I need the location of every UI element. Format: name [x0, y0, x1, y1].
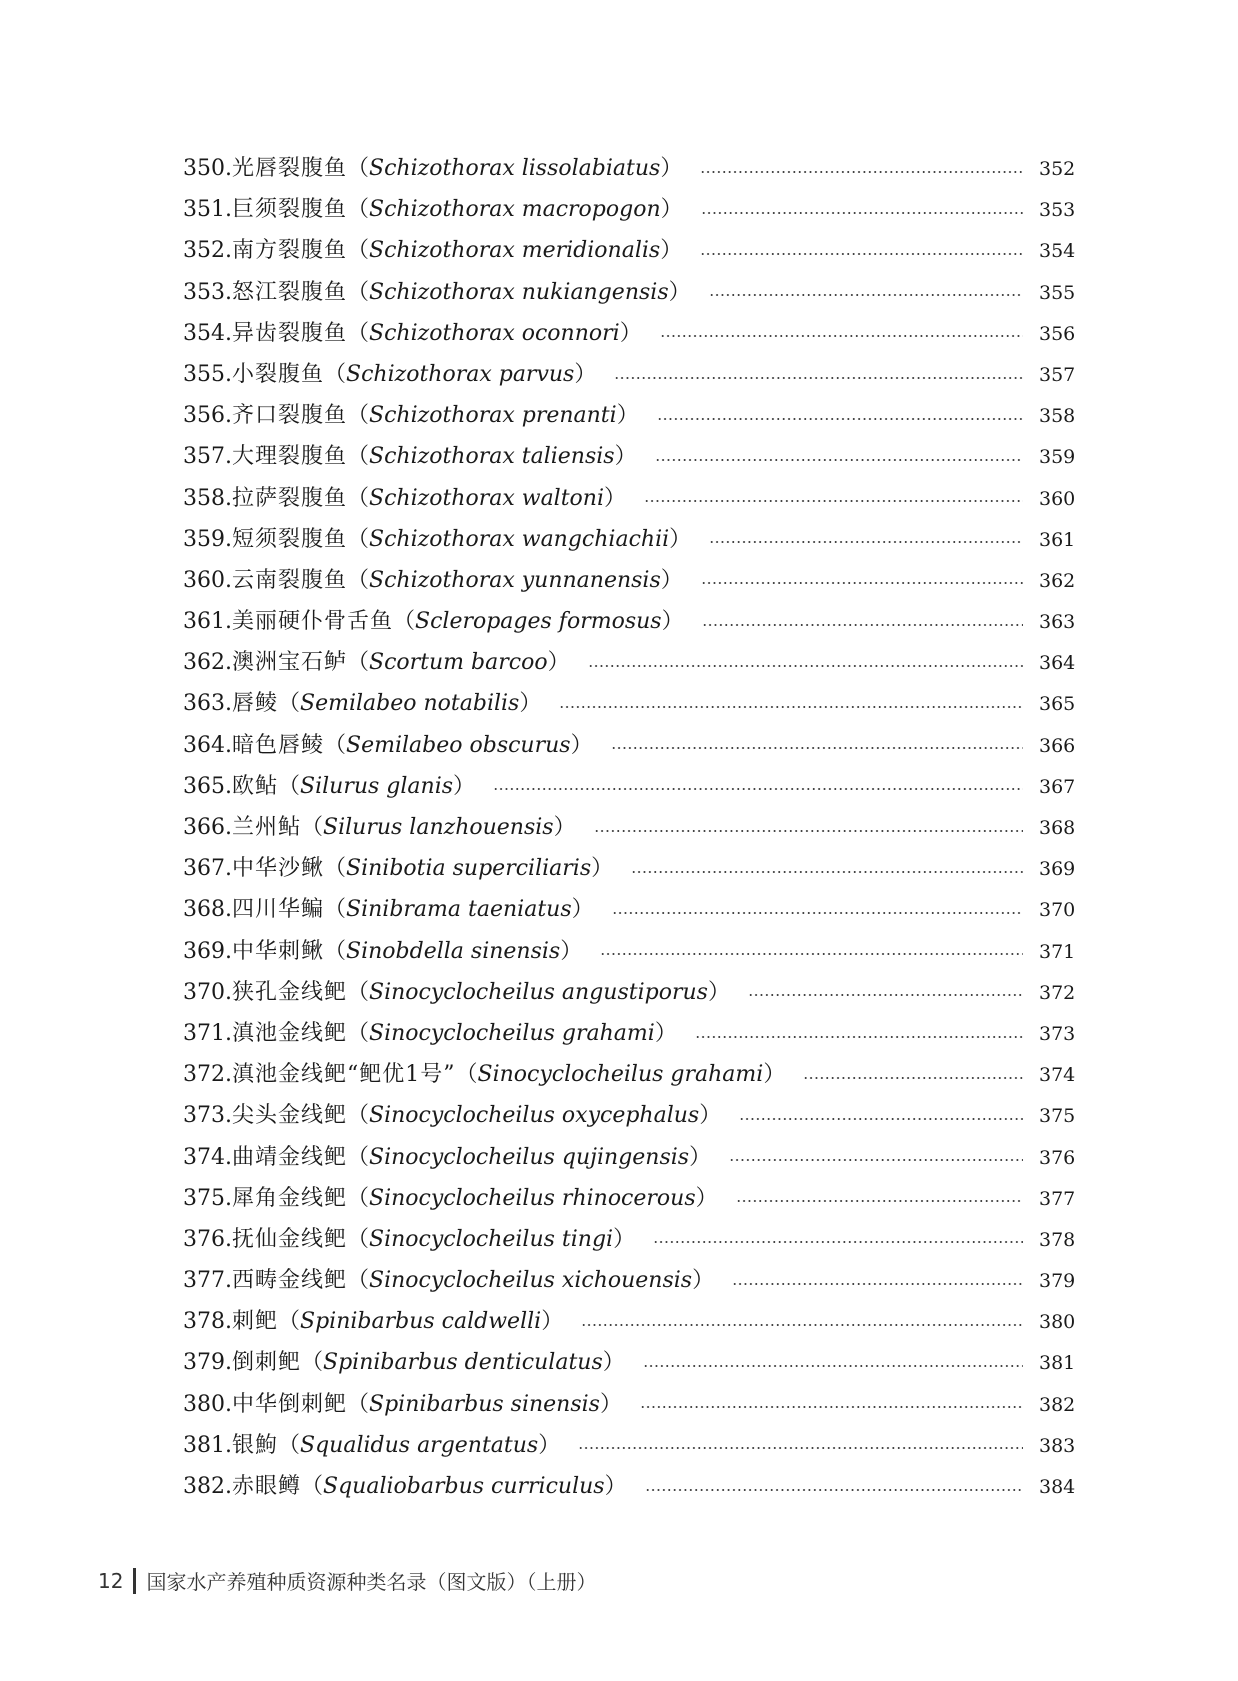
entry-chinese-name: 犀角金线鲃	[231, 1185, 347, 1211]
entry-latin-name: Schizothorax lissolabiatus	[369, 156, 661, 181]
entry-open-paren: （	[347, 403, 370, 429]
entry-latin-name: Schizothorax oconnori	[369, 320, 620, 346]
entry-number: 371.	[183, 1020, 232, 1046]
entry-chinese-name: 滇池金线鲃	[231, 1020, 347, 1046]
entry-latin-name: Silurus lanzhouensis	[323, 815, 554, 840]
dot-leader	[559, 706, 1023, 708]
toc-entry	[183, 230, 1076, 271]
entry-close-paren: ）	[453, 773, 476, 799]
entry-latin-name: Schizothorax parvus	[346, 361, 575, 387]
entry-open-paren: （	[347, 1391, 370, 1417]
entry-page-number: 369	[1039, 858, 1076, 881]
entry-open-paren: （	[324, 361, 347, 387]
entry-chinese-name: 澳洲宝石鲈	[231, 650, 347, 676]
entry-latin-name: Sinocyclocheilus angustiporus	[369, 979, 708, 1005]
entry-latin-name: Schizothorax nukiangensis	[369, 279, 669, 305]
entry-close-paren: ）	[547, 650, 570, 676]
toc-entry	[183, 1342, 1076, 1383]
entry-chinese-name: 刺鲃	[231, 1309, 278, 1335]
entry-close-paren: ）	[654, 1020, 677, 1046]
toc-entry	[183, 148, 1076, 189]
entry-number: 361.	[183, 609, 232, 635]
dot-leader	[803, 1077, 1023, 1079]
entry-chinese-name: 狭孔金线鲃	[231, 979, 347, 1005]
entry-chinese-name: 曲靖金线鲃	[231, 1144, 347, 1170]
entry-close-paren: ）	[763, 1062, 786, 1088]
entry-open-paren: （	[347, 238, 370, 264]
entry-latin-name: Scleropages formosus	[415, 609, 662, 635]
entry-chinese-name: 中华倒刺鲃	[231, 1391, 347, 1417]
entry-page-number: 382	[1039, 1393, 1076, 1416]
dot-leader	[581, 1324, 1023, 1326]
entry-page-number: 381	[1039, 1352, 1076, 1375]
entry-latin-name: Schizothorax wangchiachii	[369, 526, 670, 552]
dot-leader	[588, 665, 1023, 667]
entry-latin-name: Semilabeo notabilis	[300, 691, 520, 717]
toc-entry	[183, 395, 1076, 436]
entry-number: 368.	[183, 897, 232, 923]
footer-page-number: 12	[98, 1568, 124, 1593]
toc-entry	[183, 354, 1076, 395]
entry-open-paren: （	[347, 485, 370, 511]
entry-page-number: 384	[1039, 1476, 1076, 1498]
entry-chinese-name: 美丽硬仆骨舌鱼	[231, 609, 393, 635]
entry-open-paren: （	[301, 1474, 324, 1499]
entry-number: 359.	[183, 526, 232, 552]
entry-page-number: 374	[1039, 1064, 1076, 1087]
entry-open-paren: （	[347, 1268, 370, 1294]
entry-latin-name: Sinocyclocheilus xichouensis	[369, 1268, 693, 1294]
entry-number: 366.	[183, 815, 232, 840]
dot-leader	[736, 1200, 1023, 1202]
entry-latin-name: Schizothorax macropogon	[369, 197, 661, 223]
entry-latin-name: Scortum barcoo	[369, 650, 548, 676]
entry-close-paren: ）	[519, 691, 542, 717]
toc-entry	[183, 601, 1076, 642]
entry-open-paren: （	[347, 320, 370, 346]
entry-page-number: 371	[1039, 940, 1076, 963]
entry-page-number: 360	[1039, 487, 1076, 510]
entry-close-paren: ）	[599, 1391, 622, 1417]
toc-entry	[183, 519, 1076, 560]
entry-page-number: 383	[1039, 1434, 1076, 1457]
entry-latin-name: Schizothorax yunnanensis	[369, 567, 661, 593]
entry-latin-name: Sinocyclocheilus rhinocerous	[369, 1185, 696, 1211]
entry-close-paren: ）	[541, 1309, 564, 1335]
entry-chinese-name: 异齿裂腹鱼	[231, 320, 347, 346]
entry-chinese-name: 齐口裂腹鱼	[231, 403, 347, 429]
entry-open-paren: （	[347, 444, 370, 470]
entry-number: 350.	[183, 156, 232, 181]
toc-entry	[183, 931, 1076, 972]
entry-close-paren: ）	[707, 979, 730, 1005]
entry-page-number: 375	[1039, 1105, 1076, 1128]
entry-latin-name: Squaliobarbus curriculus	[323, 1474, 605, 1499]
entry-page-number: 354	[1039, 240, 1076, 263]
entry-page-number: 373	[1039, 1022, 1076, 1045]
entry-number: 357.	[183, 444, 232, 470]
toc-entry	[183, 189, 1076, 230]
dot-leader	[709, 541, 1023, 543]
dot-leader	[729, 1159, 1023, 1161]
entry-latin-name: Sinibrama taeniatus	[346, 897, 572, 923]
entry-open-paren: （	[324, 732, 347, 758]
dot-leader	[702, 624, 1023, 626]
entry-chinese-name: 抚仙金线鲃	[231, 1226, 347, 1252]
toc-entry	[183, 642, 1076, 683]
page-footer	[98, 1566, 596, 1595]
entry-latin-name: Sinocyclocheilus grahami	[369, 1020, 655, 1046]
entry-close-paren: ）	[538, 1432, 561, 1458]
dot-leader	[640, 1406, 1023, 1408]
entry-close-paren: ）	[570, 732, 593, 758]
entry-number: 375.	[183, 1185, 232, 1211]
entry-close-paren: ）	[591, 856, 614, 882]
entry-page-number: 364	[1039, 652, 1076, 675]
entry-chinese-name: 光唇裂腹鱼	[231, 156, 347, 181]
entry-close-paren: ）	[571, 897, 594, 923]
entry-latin-name: Silurus glanis	[300, 773, 454, 799]
dot-leader	[739, 1118, 1023, 1120]
entry-chinese-name: 滇池金线鲃“鲃优1号”	[231, 1062, 456, 1088]
toc-entry	[183, 1178, 1076, 1219]
toc-entry	[183, 1095, 1076, 1136]
entry-chinese-name: 大理裂腹鱼	[231, 444, 347, 470]
entry-page-number: 358	[1039, 405, 1076, 428]
toc-entry	[183, 1301, 1076, 1342]
entry-page-number: 372	[1039, 981, 1076, 1004]
entry-close-paren: ）	[660, 567, 683, 593]
entry-latin-name: Spinibarbus caldwelli	[300, 1309, 542, 1335]
entry-close-paren: ）	[695, 1185, 718, 1211]
entry-number: 373.	[183, 1103, 232, 1129]
toc-entry	[183, 478, 1076, 519]
entry-chinese-name: 云南裂腹鱼	[231, 567, 347, 593]
dot-leader	[611, 747, 1023, 749]
entry-close-paren: ）	[699, 1103, 722, 1129]
entry-page-number: 355	[1039, 281, 1076, 304]
dot-leader	[594, 830, 1023, 832]
entry-open-paren: （	[347, 979, 370, 1005]
entry-close-paren: ）	[669, 526, 692, 552]
entry-number: 364.	[183, 732, 232, 758]
dot-leader	[600, 953, 1023, 955]
entry-page-number: 365	[1039, 693, 1076, 716]
entry-close-paren: ）	[604, 485, 627, 511]
toc-entry	[183, 436, 1076, 477]
entry-page-number: 361	[1039, 528, 1076, 551]
toc-entry	[183, 972, 1076, 1013]
toc-entry	[183, 1054, 1076, 1095]
toc-entry	[183, 807, 1076, 848]
entry-page-number: 379	[1039, 1270, 1076, 1293]
entry-open-paren: （	[324, 897, 347, 923]
dot-leader	[578, 1447, 1023, 1449]
toc-entry	[183, 766, 1076, 807]
entry-latin-name: Spinibarbus sinensis	[369, 1391, 600, 1417]
entry-chinese-name: 中华沙鳅	[231, 856, 324, 882]
entry-close-paren: ）	[660, 156, 683, 181]
entry-close-paren: ）	[602, 1350, 625, 1376]
entry-number: 367.	[183, 856, 232, 882]
entry-latin-name: Schizothorax waltoni	[369, 485, 605, 511]
entry-number: 355.	[183, 361, 232, 387]
entry-latin-name: Squalidus argentatus	[300, 1432, 539, 1458]
entry-close-paren: ）	[613, 1226, 636, 1252]
entry-close-paren: ）	[660, 197, 683, 223]
entry-page-number: 357	[1039, 363, 1076, 386]
entry-page-number: 359	[1039, 446, 1076, 469]
entry-open-paren: （	[278, 691, 301, 717]
entry-number: 365.	[183, 773, 232, 799]
entry-open-paren: （	[301, 1350, 324, 1376]
entry-open-paren: （	[278, 1432, 301, 1458]
entry-chinese-name: 赤眼鳟	[231, 1474, 301, 1499]
toc-entry	[183, 889, 1076, 930]
entry-latin-name: Schizothorax taliensis	[369, 444, 615, 470]
entry-number: 370.	[183, 979, 232, 1005]
entry-latin-name: Semilabeo obscurus	[346, 732, 571, 758]
entry-open-paren: （	[347, 1103, 370, 1129]
entry-chinese-name: 唇鲮	[231, 691, 278, 717]
entry-chinese-name: 倒刺鲃	[231, 1350, 301, 1376]
entry-open-paren: （	[347, 1020, 370, 1046]
table-of-contents	[183, 148, 1076, 1507]
toc-entry	[183, 1219, 1076, 1260]
dot-leader	[631, 871, 1023, 873]
dot-leader	[655, 459, 1023, 461]
dot-leader	[653, 1241, 1023, 1243]
entry-chinese-name: 拉萨裂腹鱼	[231, 485, 347, 511]
entry-close-paren: ）	[668, 279, 691, 305]
entry-page-number: 367	[1039, 775, 1076, 798]
dot-leader	[701, 582, 1023, 584]
entry-page-number: 368	[1039, 817, 1076, 839]
entry-number: 360.	[183, 567, 232, 593]
entry-open-paren: （	[347, 279, 370, 305]
dot-leader	[700, 253, 1023, 255]
entry-open-paren: （	[347, 197, 370, 223]
entry-open-paren: （	[347, 156, 370, 181]
entry-close-paren: ）	[692, 1268, 715, 1294]
entry-number: 362.	[183, 650, 232, 676]
entry-latin-name: Sinocyclocheilus grahami	[477, 1062, 764, 1088]
dot-leader	[748, 994, 1023, 996]
entry-page-number: 353	[1039, 199, 1076, 222]
entry-page-number: 352	[1039, 158, 1076, 180]
entry-page-number: 363	[1039, 611, 1076, 634]
entry-close-paren: ）	[553, 815, 576, 840]
entry-open-paren: （	[347, 526, 370, 552]
entry-open-paren: （	[324, 938, 347, 964]
entry-open-paren: （	[301, 815, 324, 840]
entry-open-paren: （	[347, 1226, 370, 1252]
entry-chinese-name: 西畴金线鲃	[231, 1268, 347, 1294]
entry-open-paren: （	[347, 1185, 370, 1211]
entry-open-paren: （	[278, 1309, 301, 1335]
entry-open-paren: （	[455, 1062, 478, 1088]
dot-leader	[732, 1283, 1023, 1285]
dot-leader	[493, 788, 1023, 790]
entry-chinese-name: 怒江裂腹鱼	[231, 279, 347, 305]
toc-entry	[183, 560, 1076, 601]
entry-latin-name: Schizothorax prenanti	[369, 403, 617, 429]
dot-leader	[660, 335, 1023, 337]
toc-entry	[183, 1260, 1076, 1301]
entry-close-paren: ）	[616, 403, 639, 429]
entry-open-paren: （	[347, 650, 370, 676]
entry-open-paren: （	[347, 1144, 370, 1170]
entry-page-number: 362	[1039, 569, 1076, 592]
dot-leader	[657, 418, 1023, 420]
entry-number: 354.	[183, 320, 232, 346]
entry-close-paren: ）	[689, 1144, 712, 1170]
entry-open-paren: （	[347, 567, 370, 593]
entry-open-paren: （	[278, 773, 301, 799]
toc-entry	[183, 1466, 1076, 1507]
entry-close-paren: ）	[574, 361, 597, 387]
entry-chinese-name: 四川华鳊	[231, 897, 324, 923]
entry-chinese-name: 兰州鲇	[231, 815, 301, 840]
entry-number: 381.	[183, 1432, 232, 1458]
dot-leader	[701, 212, 1023, 214]
toc-entry	[183, 1425, 1076, 1466]
entry-latin-name: Spinibarbus denticulatus	[323, 1350, 603, 1376]
entry-chinese-name: 尖头金线鲃	[231, 1103, 347, 1129]
dot-leader	[644, 500, 1023, 502]
toc-entry	[183, 725, 1076, 766]
dot-leader	[695, 1036, 1023, 1038]
entry-close-paren: ）	[661, 609, 684, 635]
entry-number: 351.	[183, 197, 232, 223]
dot-leader	[709, 294, 1023, 296]
entry-page-number: 366	[1039, 734, 1076, 757]
entry-number: 374.	[183, 1144, 232, 1170]
entry-close-paren: ）	[614, 444, 637, 470]
toc-entry	[183, 1013, 1076, 1054]
entry-number: 379.	[183, 1350, 232, 1376]
entry-latin-name: Sinocyclocheilus qujingensis	[369, 1144, 690, 1170]
entry-chinese-name: 银鮈	[231, 1432, 278, 1458]
entry-page-number: 380	[1039, 1311, 1076, 1334]
entry-number: 380.	[183, 1391, 232, 1417]
entry-close-paren: ）	[619, 320, 642, 346]
entry-page-number: 370	[1039, 899, 1076, 922]
toc-entry	[183, 1137, 1076, 1178]
entry-chinese-name: 巨须裂腹鱼	[231, 197, 347, 223]
entry-number: 376.	[183, 1226, 232, 1252]
toc-entry	[183, 683, 1076, 724]
entry-latin-name: Sinocyclocheilus oxycephalus	[369, 1103, 700, 1129]
entry-number: 378.	[183, 1309, 232, 1335]
entry-number: 382.	[183, 1474, 232, 1499]
entry-number: 358.	[183, 485, 232, 511]
toc-entry	[183, 313, 1076, 354]
entry-close-paren: ）	[604, 1474, 627, 1499]
entry-number: 363.	[183, 691, 232, 717]
entry-number: 356.	[183, 403, 232, 429]
entry-open-paren: （	[324, 856, 347, 882]
entry-chinese-name: 中华刺鳅	[231, 938, 324, 964]
entry-page-number: 356	[1039, 322, 1076, 345]
entry-chinese-name: 南方裂腹鱼	[231, 238, 347, 264]
dot-leader	[614, 377, 1023, 379]
entry-page-number: 376	[1039, 1146, 1076, 1169]
entry-chinese-name: 短须裂腹鱼	[231, 526, 347, 552]
entry-latin-name: Sinobdella sinensis	[346, 938, 561, 964]
entry-latin-name: Schizothorax meridionalis	[369, 238, 661, 264]
entry-close-paren: ）	[660, 238, 683, 264]
entry-latin-name: Sinocyclocheilus tingi	[369, 1226, 614, 1252]
entry-chinese-name: 小裂腹鱼	[231, 361, 324, 387]
entry-page-number: 377	[1039, 1187, 1076, 1210]
footer-book-title: 国家水产养殖种质资源种类名录（图文版）（上册）	[146, 1570, 597, 1594]
entry-chinese-name: 暗色唇鲮	[231, 732, 324, 758]
toc-entry	[183, 272, 1076, 313]
entry-open-paren: （	[393, 609, 416, 635]
dot-leader	[612, 912, 1023, 914]
dot-leader	[643, 1365, 1023, 1367]
entry-number: 353.	[183, 279, 232, 305]
toc-entry	[183, 848, 1076, 889]
entry-number: 369.	[183, 938, 232, 964]
entry-close-paren: ）	[560, 938, 583, 964]
entry-chinese-name: 欧鲇	[231, 773, 278, 799]
dot-leader	[645, 1489, 1023, 1491]
toc-entry	[183, 1384, 1076, 1425]
entry-page-number: 378	[1039, 1228, 1076, 1251]
footer-divider	[133, 1568, 136, 1594]
entry-latin-name: Sinibotia superciliaris	[346, 856, 592, 882]
entry-number: 352.	[183, 238, 232, 264]
entry-number: 377.	[183, 1268, 232, 1294]
entry-number: 372.	[183, 1062, 232, 1088]
dot-leader	[700, 171, 1023, 173]
